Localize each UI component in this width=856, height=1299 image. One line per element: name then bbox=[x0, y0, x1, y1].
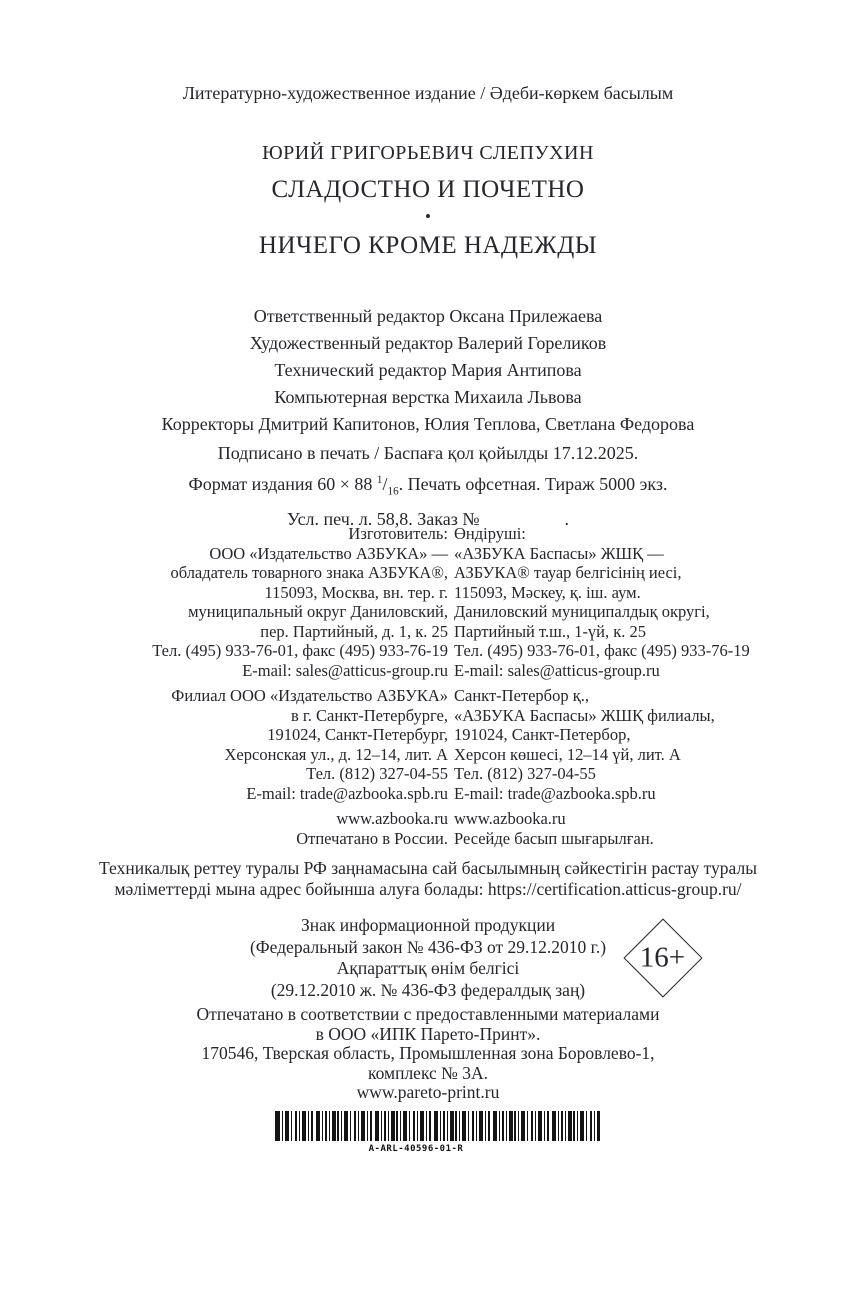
text-line: Тел. (812) 327-04-55 bbox=[306, 764, 448, 783]
text-line: Ответственный редактор Оксана Прилежаева bbox=[253, 306, 603, 326]
printed-in-note-ru: Отпечатано в России. bbox=[296, 828, 448, 848]
text-line: Тел. (812) 327-04-55 bbox=[454, 764, 596, 783]
text-line: Ақпараттық өнім белгісі bbox=[336, 958, 520, 978]
text-line: E-mail: trade@azbooka.spb.ru bbox=[246, 783, 448, 803]
website-url: www.azbooka.ru bbox=[454, 809, 566, 828]
text-line: «АЗБУКА Баспасы» ЖШҚ филиалы, bbox=[454, 705, 715, 725]
text-line: 115093, Москва, вн. тер. г. bbox=[264, 582, 448, 602]
print-run-info bbox=[0, 440, 856, 533]
text-line: Даниловский муниципалдық округі, bbox=[454, 602, 710, 621]
text-line: Технический редактор Мария Антипова bbox=[274, 360, 582, 380]
imprint-column-russian bbox=[126, 524, 448, 848]
text-line: Херсон көшесі, 12–14 үй, лит. А bbox=[454, 744, 681, 764]
certification-note bbox=[0, 858, 856, 900]
imprint-columns bbox=[16, 524, 856, 848]
format-line: Формат издания 60 × 88 $^1/_{16}$. Печать офсетная. Тираж 5000 экз. bbox=[188, 474, 668, 498]
text-line: Отпечатано в соответствии с предоставленными материалами bbox=[196, 1004, 660, 1024]
text-line: в ООО «ИПК Парето-Принт». bbox=[315, 1023, 541, 1044]
branch-address-ru bbox=[126, 686, 448, 803]
text-line: E-mail: sales@atticus-group.ru bbox=[242, 660, 448, 680]
text-line: (29.12.2010 ж. № 436-ФЗ федералдық заң) bbox=[270, 979, 586, 1000]
text-line: «АЗБУКА Баспасы» ЖШҚ — bbox=[454, 543, 664, 563]
imprint-column-kazakh bbox=[454, 524, 762, 848]
text-line: Изготовитель: bbox=[348, 524, 448, 543]
text-line: Знак информационной продукции bbox=[300, 915, 556, 935]
barcode-block bbox=[0, 1111, 856, 1154]
text-line: Тел. (495) 933-76-01, факс (495) 933-76-19 bbox=[454, 641, 750, 660]
footer-ru bbox=[126, 809, 448, 848]
fraction-numerator: 1 bbox=[376, 474, 383, 486]
author-name: ЮРИЙ ГРИГОРЬЕВИЧ СЛЕПУХИН bbox=[262, 142, 594, 164]
text-line: обладатель товарного знака АЗБУКА®, bbox=[170, 563, 448, 582]
text-line: Художественный редактор Валерий Гореликов bbox=[249, 333, 607, 353]
text-line: Партийный т.ш., 1-үй, к. 25 bbox=[454, 621, 647, 641]
text-line: Компьютерная верстка Михаила Львова bbox=[274, 387, 582, 407]
fraction-slash: / bbox=[382, 474, 388, 494]
footer-kz bbox=[454, 809, 762, 848]
printing-house-info bbox=[0, 1005, 856, 1103]
information-product-sign bbox=[0, 915, 856, 1001]
text-line: Корректоры Дмитрий Капитонов, Юлия Теплова, Светлана Федорова bbox=[161, 414, 695, 434]
book-title-2: НИЧЕГО КРОМЕ НАДЕЖДЫ bbox=[258, 232, 598, 259]
signed-to-print-line: Подписано в печать / Баспаға қол қойылды 17.12.2025. bbox=[217, 443, 639, 463]
text-line: комплекс № 3А. bbox=[367, 1062, 488, 1083]
info-sign-lines bbox=[0, 915, 856, 1001]
branch-address-kz bbox=[454, 686, 762, 803]
text-line: Филиал ООО «Издательство АЗБУКА» bbox=[171, 686, 448, 705]
fraction-denominator: 16 bbox=[387, 485, 399, 498]
text-line: пер. Партийный, д. 1, к. 25 bbox=[260, 621, 448, 641]
text-line: в г. Санкт-Петербурге, bbox=[290, 705, 448, 725]
book-title-1: СЛАДОСТНО И ПОЧЕТНО bbox=[271, 176, 585, 203]
text-line: Санкт-Петербор қ., bbox=[454, 686, 589, 705]
barcode-label: A-ARL-40596-01-R bbox=[368, 1144, 464, 1154]
order-number-line: Усл. печ. л. 58,8. Заказ № . bbox=[286, 508, 569, 529]
barcode-icon bbox=[275, 1111, 600, 1141]
edition-type-line: Литературно-художественное издание / Әдеби-көркем басылым bbox=[182, 83, 674, 103]
printed-in-note-kz: Ресейде басып шығарылған. bbox=[454, 828, 654, 848]
text-line: Херсонская ул., д. 12–14, лит. А bbox=[224, 744, 448, 764]
text-line: АЗБУКА® тауар белгісінің иесі, bbox=[454, 563, 682, 582]
title-block bbox=[0, 140, 856, 262]
text-line: (Федеральный закон № 436-ФЗ от 29.12.2010 г.) bbox=[249, 936, 607, 957]
text-line: E-mail: sales@atticus-group.ru bbox=[454, 660, 660, 680]
text-line: 115093, Мәскеу, қ. іш. аум. bbox=[454, 582, 641, 602]
producer-address-ru bbox=[126, 524, 448, 680]
text-line: Техникалық реттеу туралы РФ заңнамасына сай басылымның сәйкестігін растау туралы bbox=[99, 858, 757, 878]
text-line: 191024, Санкт-Петербор, bbox=[454, 725, 631, 744]
editorial-staff-credits bbox=[0, 303, 856, 438]
producer-address-kz bbox=[454, 524, 762, 680]
text-line: E-mail: trade@azbooka.spb.ru bbox=[454, 783, 656, 803]
text-line: www.pareto-print.ru bbox=[356, 1082, 500, 1102]
text-line: 170546, Тверская область, Промышленная зона Боровлево-1, bbox=[201, 1043, 655, 1063]
title-separator-dot: • bbox=[425, 207, 431, 226]
text-line: Тел. (495) 933-76-01, факс (495) 933-76-19 bbox=[152, 641, 448, 660]
text-line: ООО «Издательство АЗБУКА» — bbox=[209, 543, 448, 563]
text-line: мәліметтерді мына адрес бойынша алуға болады: https://certification.atticus-group.ru/ bbox=[114, 879, 742, 899]
website-url: www.azbooka.ru bbox=[336, 809, 448, 828]
text-line: муниципальный округ Даниловский, bbox=[188, 602, 448, 621]
text-line: Өндіруші: bbox=[454, 524, 526, 543]
age-rating-value: 16+ bbox=[640, 941, 686, 974]
text-line: 191024, Санкт-Петербург, bbox=[267, 725, 448, 744]
